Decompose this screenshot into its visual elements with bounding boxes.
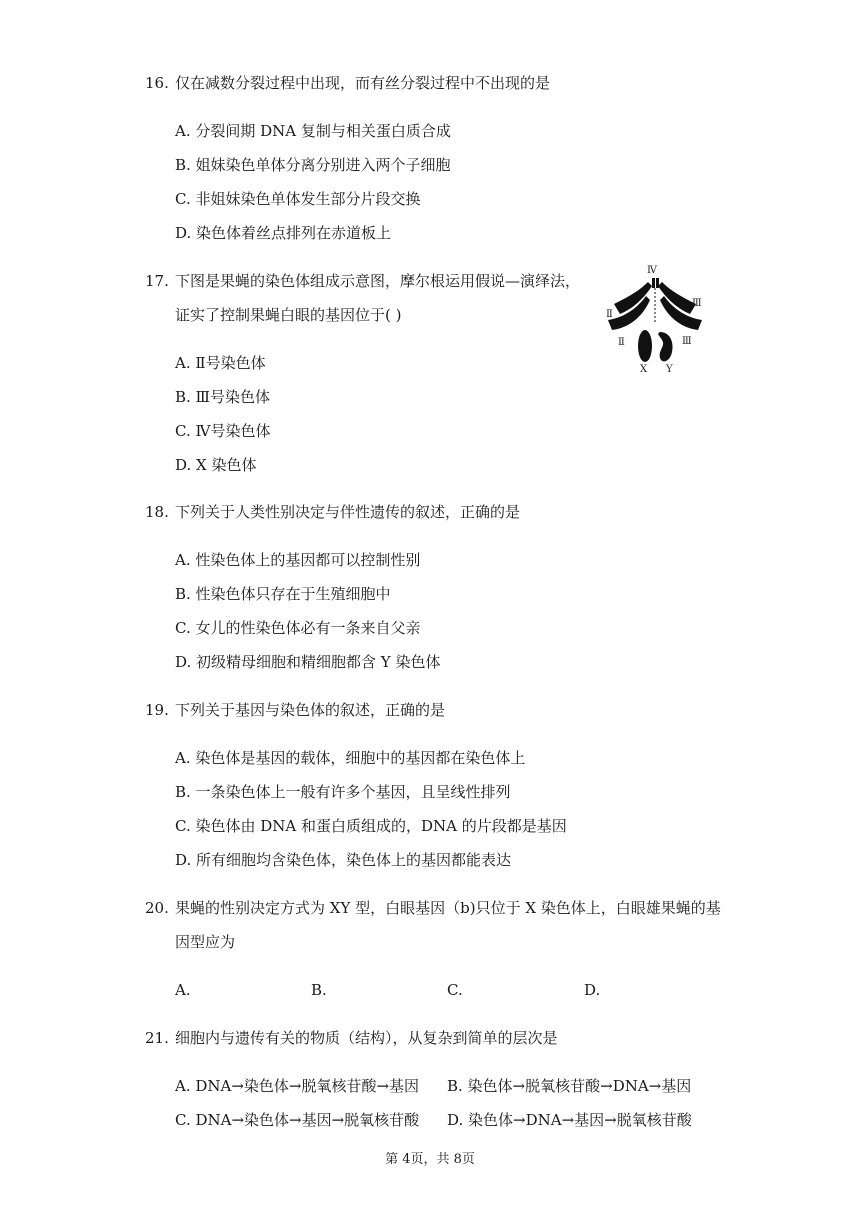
chromosome-diagram: [600, 262, 710, 374]
question-18-option-b: B. 性染色体只存在于生殖细胞中: [175, 585, 391, 603]
label-chromosome-iii-right-upper: Ⅲ: [692, 298, 702, 309]
question-19-stem: 下列关于基因与染色体的叙述，正确的是: [175, 701, 446, 719]
question-20-option-b: B.: [311, 981, 327, 999]
question-17-option-a: A. Ⅱ号染色体: [175, 354, 266, 372]
question-20-number: 20.: [145, 899, 169, 917]
question-17-stem-line-2: 证实了控制果蝇白眼的基因位于( ): [175, 306, 402, 324]
question-20-option-c: C.: [447, 981, 463, 999]
question-17-number: 17.: [145, 272, 169, 290]
question-18-option-d: D. 初级精母细胞和精细胞都含 Y 染色体: [175, 653, 441, 671]
question-20-stem-line-2: 因型应为: [175, 933, 236, 951]
question-20-option-a: A.: [175, 981, 191, 999]
question-18-number: 18.: [145, 503, 169, 521]
question-20-stem-line-1: 果蝇的性别决定方式为 XY 型，白眼基因（b)只位于 X 染色体上，白眼雄果蝇的基: [175, 899, 721, 917]
question-21-option-a: A. DNA→染色体→脱氧核苷酸→基因: [175, 1077, 420, 1095]
question-21-stem: 细胞内与遗传有关的物质（结构），从复杂到简单的层次是: [175, 1029, 558, 1047]
question-20-option-d: D.: [584, 981, 601, 999]
question-16-option-d: D. 染色体着丝点排列在赤道板上: [175, 224, 392, 242]
question-17-option-c: C. Ⅳ号染色体: [175, 422, 271, 440]
question-18-stem: 下列关于人类性别决定与伴性遗传的叙述，正确的是: [175, 503, 521, 521]
chromosome-y: [658, 332, 672, 361]
label-chromosome-ii-left: Ⅱ: [618, 337, 625, 348]
question-17-option-d: D. X 染色体: [175, 456, 257, 474]
question-16-option-a: A. 分裂间期 DNA 复制与相关蛋白质合成: [175, 122, 451, 140]
question-16-option-b: B. 姐妹染色单体分离分别进入两个子细胞: [175, 156, 451, 174]
question-16-option-c: C. 非姐妹染色单体发生部分片段交换: [175, 190, 421, 208]
question-18-option-c: C. 女儿的性染色体必有一条来自父亲: [175, 619, 421, 637]
chromosome-x: [638, 330, 652, 362]
question-18-option-a: A. 性染色体上的基因都可以控制性别: [175, 551, 421, 569]
label-chromosome-iv: Ⅳ: [647, 265, 657, 276]
label-chromosome-x: X: [640, 364, 648, 374]
question-21-option-d: D. 染色体→DNA→基因→脱氧核苷酸: [447, 1111, 692, 1129]
question-19-option-d: D. 所有细胞均含染色体，染色体上的基因都能表达: [175, 851, 512, 869]
question-21-number: 21.: [145, 1029, 169, 1047]
question-16-number: 16.: [145, 74, 169, 92]
question-17-option-b: B. Ⅲ号染色体: [175, 388, 271, 406]
page-footer: 第 4页，共 8页: [385, 1152, 475, 1167]
question-19-number: 19.: [145, 701, 169, 719]
question-17-stem-line-1: 下图是果蝇的染色体组成示意图，摩尔根运用假说—演绎法，: [175, 272, 581, 290]
question-19-option-a: A. 染色体是基因的载体，细胞中的基因都在染色体上: [175, 749, 526, 767]
label-chromosome-ii-upper: Ⅱ: [606, 309, 613, 320]
question-21-option-b: B. 染色体→脱氧核苷酸→DNA→基因: [447, 1077, 692, 1095]
question-16-stem: 仅在减数分裂过程中出现，而有丝分裂过程中不出现的是: [175, 74, 551, 92]
fruit-fly-chromosome-figure: [600, 262, 710, 374]
chromosome-iv-left: [652, 278, 655, 288]
question-21-option-c: C. DNA→染色体→基因→脱氧核苷酸: [175, 1111, 420, 1129]
label-chromosome-iii-lower: Ⅲ: [682, 336, 692, 347]
question-19-option-b: B. 一条染色体上一般有许多个基因，且呈线性排列: [175, 783, 511, 801]
label-chromosome-y: Y: [666, 364, 673, 374]
question-19-option-c: C. 染色体由 DNA 和蛋白质组成的，DNA 的片段都是基因: [175, 817, 567, 835]
